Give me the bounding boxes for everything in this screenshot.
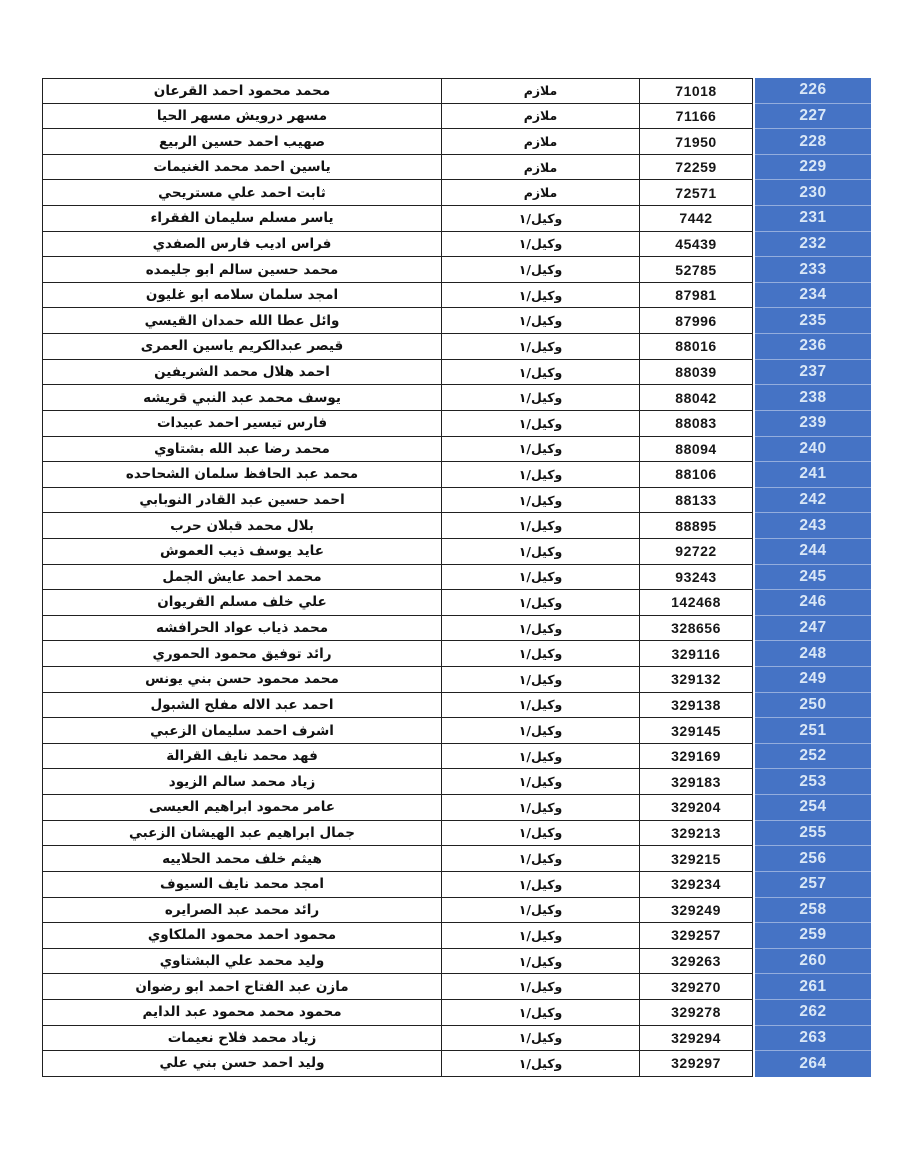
military-number-cell: 328656 [640, 616, 753, 642]
table-row [42, 974, 871, 1000]
military-number-cell: 52785 [640, 257, 753, 283]
table-row [42, 232, 871, 258]
table-row [42, 206, 871, 232]
table-row [42, 898, 871, 924]
officer-rank-cell: وكيل/١ [442, 616, 640, 642]
officer-rank-cell: وكيل/١ [442, 488, 640, 514]
officer-rank-cell: وكيل/١ [442, 949, 640, 975]
officer-rank-cell: وكيل/١ [442, 565, 640, 591]
serial-number-badge: 246 [755, 590, 871, 616]
officer-rank-cell: وكيل/١ [442, 308, 640, 334]
officer-rank-cell: وكيل/١ [442, 821, 640, 847]
officer-name-cell: امجد سلمان سلامه ابو غليون [42, 283, 442, 309]
officer-name-cell: مسهر درويش مسهر الحيا [42, 104, 442, 130]
military-number-cell: 329145 [640, 718, 753, 744]
serial-number-badge: 253 [755, 769, 871, 795]
serial-number-badge: 256 [755, 846, 871, 872]
officer-rank-cell: وكيل/١ [442, 462, 640, 488]
serial-number-badge: 249 [755, 667, 871, 693]
military-number-cell: 88094 [640, 437, 753, 463]
officer-name-cell: محمد رضا عبد الله بشتاوي [42, 437, 442, 463]
table-row [42, 78, 871, 104]
officer-rank-cell: وكيل/١ [442, 744, 640, 770]
military-number-cell: 329263 [640, 949, 753, 975]
serial-number-badge: 232 [755, 232, 871, 258]
officer-rank-cell: وكيل/١ [442, 257, 640, 283]
officer-rank-cell: وكيل/١ [442, 898, 640, 924]
officer-name-cell: فارس تيسير احمد عبيدات [42, 411, 442, 437]
military-number-cell: 329297 [640, 1051, 753, 1077]
officer-name-cell: هيثم خلف محمد الحلاييه [42, 846, 442, 872]
serial-number-badge: 242 [755, 488, 871, 514]
table-row [42, 539, 871, 565]
officer-name-cell: ياسين احمد محمد الغنيمات [42, 155, 442, 181]
officer-name-cell: عامر محمود ابراهيم العيسى [42, 795, 442, 821]
serial-number-badge: 264 [755, 1051, 871, 1077]
military-number-cell: 88039 [640, 360, 753, 386]
officer-rank-cell: وكيل/١ [442, 539, 640, 565]
table-row [42, 129, 871, 155]
officer-rank-cell: وكيل/١ [442, 283, 640, 309]
serial-number-badge: 230 [755, 180, 871, 206]
officer-name-cell: محمود احمد محمود الملكاوي [42, 923, 442, 949]
serial-number-badge: 247 [755, 616, 871, 642]
officer-name-cell: علي خلف مسلم القريوان [42, 590, 442, 616]
serial-number-badge: 229 [755, 155, 871, 181]
military-number-cell: 71166 [640, 104, 753, 130]
officer-name-cell: رائد توفيق محمود الحموري [42, 641, 442, 667]
table-row [42, 821, 871, 847]
table-row [42, 718, 871, 744]
military-number-cell: 329249 [640, 898, 753, 924]
serial-number-badge: 260 [755, 949, 871, 975]
military-number-cell: 72571 [640, 180, 753, 206]
table-row [42, 334, 871, 360]
table-row [42, 693, 871, 719]
military-number-cell: 329270 [640, 974, 753, 1000]
military-number-cell: 88042 [640, 385, 753, 411]
officer-name-cell: فهد محمد نايف القرالة [42, 744, 442, 770]
officer-name-cell: محمد محمود حسن بني يونس [42, 667, 442, 693]
table-row [42, 180, 871, 206]
officer-name-cell: امجد محمد نايف السيوف [42, 872, 442, 898]
officer-rank-cell: وكيل/١ [442, 667, 640, 693]
serial-number-badge: 241 [755, 462, 871, 488]
table-row [42, 616, 871, 642]
officer-name-cell: يوسف محمد عبد النبي قريشه [42, 385, 442, 411]
officer-name-cell: احمد حسين عبد القادر النوبابي [42, 488, 442, 514]
officer-rank-cell: ملازم [442, 129, 640, 155]
table-row [42, 923, 871, 949]
officer-rank-cell: وكيل/١ [442, 769, 640, 795]
military-number-cell: 329257 [640, 923, 753, 949]
table-row [42, 846, 871, 872]
table-row [42, 744, 871, 770]
officer-name-cell: قيصر عبدالكريم ياسين العمرى [42, 334, 442, 360]
military-number-cell: 88083 [640, 411, 753, 437]
military-number-cell: 93243 [640, 565, 753, 591]
officer-rank-cell: وكيل/١ [442, 846, 640, 872]
serial-number-badge: 255 [755, 821, 871, 847]
officer-rank-cell: وكيل/١ [442, 360, 640, 386]
military-number-cell: 87981 [640, 283, 753, 309]
serial-number-badge: 236 [755, 334, 871, 360]
officer-rank-cell: وكيل/١ [442, 385, 640, 411]
officer-name-cell: فراس اديب فارس الصفدي [42, 232, 442, 258]
officer-rank-cell: وكيل/١ [442, 1026, 640, 1052]
table-row [42, 1051, 871, 1077]
military-number-cell: 7442 [640, 206, 753, 232]
serial-number-badge: 226 [755, 78, 871, 104]
officer-name-cell: جمال ابراهيم عبد الهيشان الزعبي [42, 821, 442, 847]
military-number-cell: 329234 [640, 872, 753, 898]
military-number-cell: 329169 [640, 744, 753, 770]
serial-number-badge: 248 [755, 641, 871, 667]
officer-rank-cell: وكيل/١ [442, 513, 640, 539]
military-number-cell: 71018 [640, 78, 753, 104]
officer-name-cell: احمد هلال محمد الشريفين [42, 360, 442, 386]
military-number-cell: 329278 [640, 1000, 753, 1026]
officer-rank-cell: وكيل/١ [442, 872, 640, 898]
military-number-cell: 88895 [640, 513, 753, 539]
table-row [42, 565, 871, 591]
serial-number-badge: 238 [755, 385, 871, 411]
officer-name-cell: محمد احمد عايش الجمل [42, 565, 442, 591]
serial-number-badge: 239 [755, 411, 871, 437]
officer-name-cell: محمد محمود احمد القرعان [42, 78, 442, 104]
officer-rank-cell: ملازم [442, 155, 640, 181]
officer-name-cell: مازن عبد الفتاح احمد ابو رضوان [42, 974, 442, 1000]
table-row [42, 1000, 871, 1026]
officer-rank-cell: وكيل/١ [442, 795, 640, 821]
military-number-cell: 88016 [640, 334, 753, 360]
table-row [42, 488, 871, 514]
military-number-cell: 329213 [640, 821, 753, 847]
military-number-cell: 71950 [640, 129, 753, 155]
officer-rank-cell: وكيل/١ [442, 206, 640, 232]
serial-number-badge: 233 [755, 257, 871, 283]
officer-rank-cell: وكيل/١ [442, 437, 640, 463]
military-number-cell: 72259 [640, 155, 753, 181]
military-number-cell: 45439 [640, 232, 753, 258]
table-row [42, 795, 871, 821]
serial-number-badge: 261 [755, 974, 871, 1000]
military-number-cell: 329138 [640, 693, 753, 719]
officer-name-cell: وليد احمد حسن بني علي [42, 1051, 442, 1077]
military-number-cell: 92722 [640, 539, 753, 565]
table-row [42, 462, 871, 488]
officer-rank-cell: وكيل/١ [442, 974, 640, 1000]
military-number-cell: 88133 [640, 488, 753, 514]
military-number-cell: 87996 [640, 308, 753, 334]
serial-number-badge: 240 [755, 437, 871, 463]
officer-name-cell: صهيب احمد حسين الربيع [42, 129, 442, 155]
table-row [42, 283, 871, 309]
officer-name-cell: محمد حسين سالم ابو جليمده [42, 257, 442, 283]
table-row [42, 513, 871, 539]
serial-number-badge: 227 [755, 104, 871, 130]
table-row [42, 257, 871, 283]
officer-name-cell: ثابت احمد علي مستريحي [42, 180, 442, 206]
table-row [42, 590, 871, 616]
officer-rank-cell: وكيل/١ [442, 923, 640, 949]
serial-number-badge: 235 [755, 308, 871, 334]
table-row [42, 411, 871, 437]
serial-number-badge: 237 [755, 360, 871, 386]
officer-name-cell: اشرف احمد سليمان الزعبي [42, 718, 442, 744]
officer-name-cell: ياسر مسلم سليمان الفقراء [42, 206, 442, 232]
officer-name-cell: محمد عبد الحافظ سلمان الشحاحده [42, 462, 442, 488]
table-row [42, 1026, 871, 1052]
officer-name-cell: محمود محمد محمود عبد الدايم [42, 1000, 442, 1026]
military-number-cell: 88106 [640, 462, 753, 488]
table-row [42, 155, 871, 181]
officer-rank-cell: ملازم [442, 104, 640, 130]
military-number-cell: 329132 [640, 667, 753, 693]
officer-name-cell: زياد محمد سالم الزيود [42, 769, 442, 795]
officer-name-cell: بلال محمد قبلان حرب [42, 513, 442, 539]
serial-number-badge: 244 [755, 539, 871, 565]
officer-name-cell: وائل عطا الله حمدان القيسي [42, 308, 442, 334]
officers-roster-table [42, 78, 871, 1077]
military-number-cell: 329215 [640, 846, 753, 872]
serial-number-badge: 251 [755, 718, 871, 744]
officer-rank-cell: وكيل/١ [442, 590, 640, 616]
officer-rank-cell: وكيل/١ [442, 641, 640, 667]
officer-name-cell: عايد يوسف ذيب العموش [42, 539, 442, 565]
table-row [42, 104, 871, 130]
serial-number-badge: 245 [755, 565, 871, 591]
officer-rank-cell: وكيل/١ [442, 718, 640, 744]
officer-rank-cell: وكيل/١ [442, 1000, 640, 1026]
serial-number-badge: 231 [755, 206, 871, 232]
table-row [42, 667, 871, 693]
serial-number-badge: 258 [755, 898, 871, 924]
officer-rank-cell: وكيل/١ [442, 411, 640, 437]
military-number-cell: 142468 [640, 590, 753, 616]
officer-name-cell: رائد محمد عبد الصرايره [42, 898, 442, 924]
table-row [42, 872, 871, 898]
serial-number-badge: 259 [755, 923, 871, 949]
officer-name-cell: محمد ذياب عواد الحرافشه [42, 616, 442, 642]
military-number-cell: 329116 [640, 641, 753, 667]
serial-number-badge: 252 [755, 744, 871, 770]
officer-rank-cell: وكيل/١ [442, 693, 640, 719]
officer-rank-cell: وكيل/١ [442, 334, 640, 360]
serial-number-badge: 228 [755, 129, 871, 155]
officer-rank-cell: وكيل/١ [442, 232, 640, 258]
serial-number-badge: 234 [755, 283, 871, 309]
table-row [42, 641, 871, 667]
table-row [42, 769, 871, 795]
officer-rank-cell: وكيل/١ [442, 1051, 640, 1077]
serial-number-badge: 243 [755, 513, 871, 539]
serial-number-badge: 262 [755, 1000, 871, 1026]
table-row [42, 437, 871, 463]
officer-rank-cell: ملازم [442, 180, 640, 206]
table-row [42, 360, 871, 386]
serial-number-badge: 250 [755, 693, 871, 719]
officer-rank-cell: ملازم [442, 78, 640, 104]
military-number-cell: 329204 [640, 795, 753, 821]
serial-number-badge: 254 [755, 795, 871, 821]
serial-number-badge: 257 [755, 872, 871, 898]
officer-name-cell: وليد محمد علي البشتاوي [42, 949, 442, 975]
table-row [42, 385, 871, 411]
serial-number-badge: 263 [755, 1026, 871, 1052]
table-row [42, 308, 871, 334]
table-row [42, 949, 871, 975]
military-number-cell: 329294 [640, 1026, 753, 1052]
officer-name-cell: احمد عبد الاله مفلح الشبول [42, 693, 442, 719]
officer-name-cell: زياد محمد فلاح نعيمات [42, 1026, 442, 1052]
military-number-cell: 329183 [640, 769, 753, 795]
